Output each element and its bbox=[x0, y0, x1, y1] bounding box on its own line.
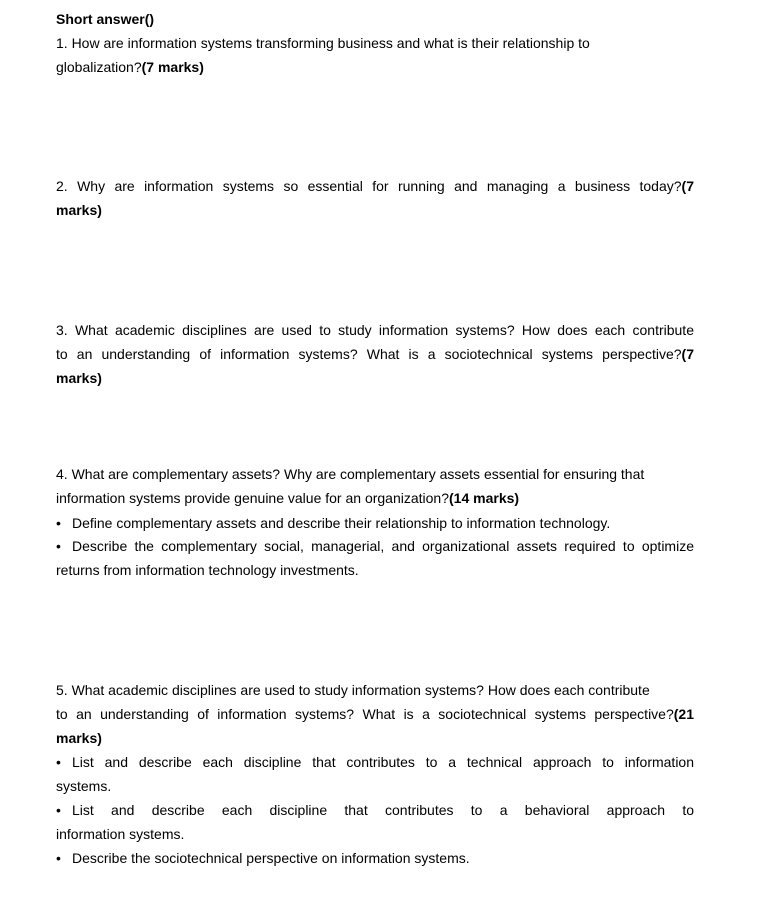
question-4-bullet-1-text: Define complementary assets and describe their relationship to information technology. bbox=[72, 515, 611, 531]
question-5-text-line-1: 5. What academic disciplines are used to study information systems? How does each contribute bbox=[56, 682, 650, 698]
question-5-bullet-1-line-1 bbox=[56, 750, 694, 774]
question-1-marks: (7 marks) bbox=[141, 59, 204, 75]
question-5-bullet-1-line-2: systems. bbox=[56, 778, 112, 794]
bullet-icon: • bbox=[56, 538, 61, 554]
question-3-text-line-2 bbox=[56, 342, 694, 366]
question-5-text: to an understanding of information systems? What is a sociotechnical systems perspective? bbox=[56, 706, 674, 722]
question-5-marks-line-3: marks) bbox=[56, 730, 102, 746]
bullet-icon: • bbox=[56, 802, 61, 818]
question-5-bullet-2-text: List and describe each discipline that contributes to a behavioral approach to bbox=[72, 802, 694, 818]
question-4-text-line-2 bbox=[56, 486, 694, 510]
question-3-text-line-1: 3. What academic disciplines are used to study information systems? How does each contribute bbox=[56, 322, 694, 338]
question-4-bullet-2-text: Describe the complementary social, managerial, and organizational assets required to optimize bbox=[72, 538, 694, 554]
question-5-bullet-3 bbox=[56, 846, 694, 870]
question-5-bullet-2-line-2: information systems. bbox=[56, 826, 185, 842]
question-3-marks-line-3: marks) bbox=[56, 370, 102, 386]
question-1-text-line-1: 1. How are information systems transforming business and what is their relationship to bbox=[56, 35, 590, 51]
question-1-text: globalization? bbox=[56, 59, 142, 75]
question-5-bullet-2-line-1 bbox=[56, 798, 694, 822]
question-4-marks: (14 marks) bbox=[449, 490, 520, 506]
bullet-icon: • bbox=[56, 754, 61, 770]
question-5-text-line-2 bbox=[56, 702, 694, 726]
question-4-bullet-2-line-2: returns from information technology investments. bbox=[56, 562, 359, 578]
question-2-marks-line-2: marks) bbox=[56, 202, 102, 218]
question-3-marks: (7 bbox=[681, 346, 694, 362]
bullet-icon: • bbox=[56, 850, 61, 866]
question-4-bullet-2-line-1 bbox=[56, 534, 694, 558]
question-5-bullet-3-text: Describe the sociotechnical perspective on information systems. bbox=[72, 850, 470, 866]
question-1-text-line-2 bbox=[56, 55, 694, 79]
question-5-marks: (21 bbox=[673, 706, 694, 722]
question-4-bullet-1 bbox=[56, 511, 694, 535]
question-4-text-line-1: 4. What are complementary assets? Why are complementary assets essential for ensuring that bbox=[56, 466, 645, 482]
question-5-bullet-1-text: List and describe each discipline that contributes to a technical approach to information bbox=[72, 754, 694, 770]
question-2-text-line-1 bbox=[56, 174, 694, 198]
question-2-text: 2. Why are information systems so essential for running and managing a business today? bbox=[56, 178, 682, 194]
question-4-text: information systems provide genuine value for an organization? bbox=[56, 490, 450, 506]
section-heading: Short answer() bbox=[56, 11, 155, 27]
bullet-icon: • bbox=[56, 515, 61, 531]
question-3-text: to an understanding of information systems? What is a sociotechnical systems perspective? bbox=[56, 346, 682, 362]
question-2-marks: (7 bbox=[681, 178, 694, 194]
